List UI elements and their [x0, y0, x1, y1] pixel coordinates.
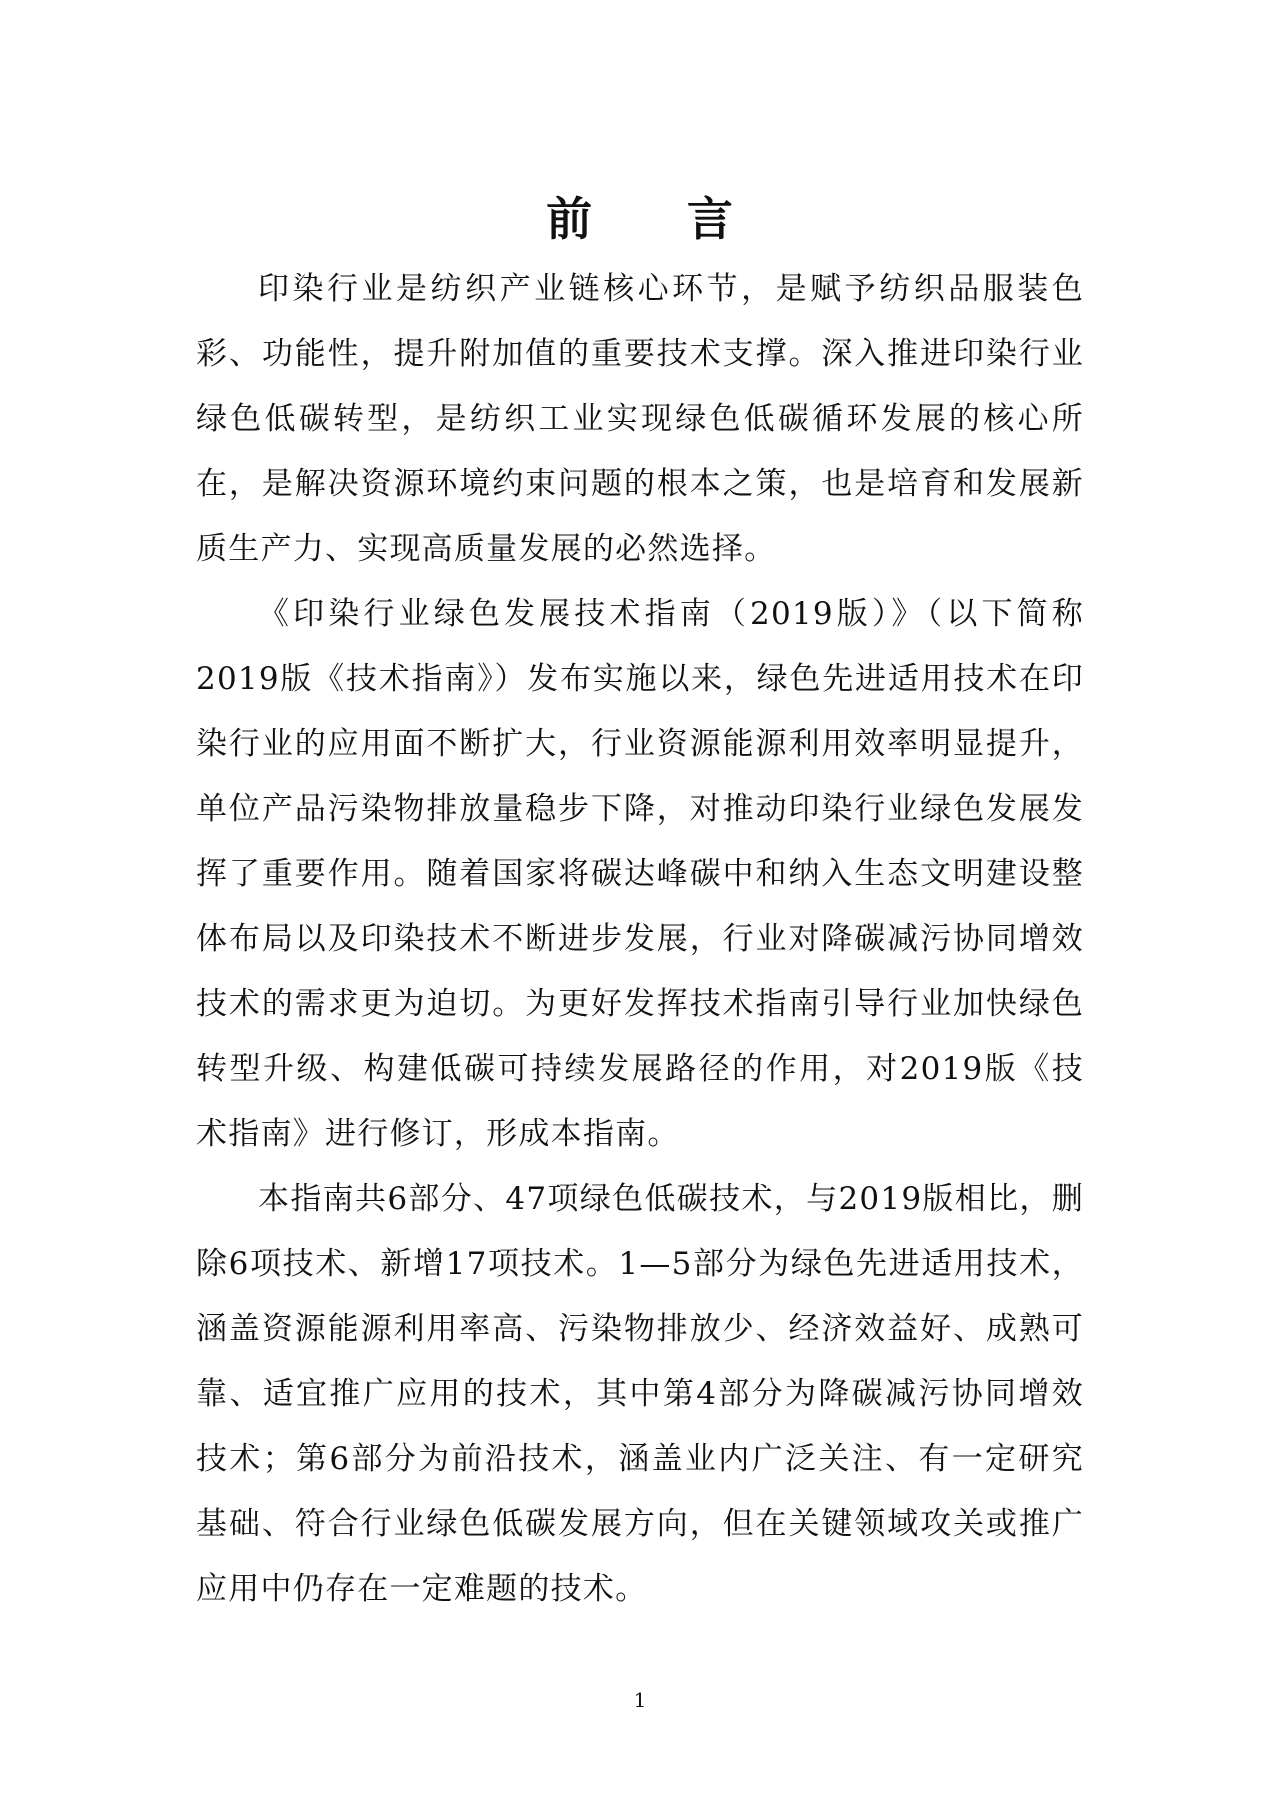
page-number: 1 [633, 1688, 647, 1712]
body-text [196, 257, 1084, 1622]
paragraph-intro: 印染行业是纺织产业链核心环节，是赋予纺织品服装色彩、功能性，提升附加值的重要技术支撑。深入推进印染行业绿色低碳转型，是纺织工业实现绿色低碳循环发展的核心所在，是解决资源环境约束问题的根本之策，也是培育和发展新质生产力、实现高质量发展的必然选择。 [196, 271, 1084, 567]
page-title: 前 言 [546, 191, 734, 246]
paragraph-background: 《印染行业绿色发展技术指南（2019版）》（以下简称2019版《技术指南》）发布实施以来，绿色先进适用技术在印染行业的应用面不断扩大，行业资源能源利用效率明显提升，单位产品污染物排放量稳步下降，对推动印染行业绿色发展发挥了重要作用。随着国家将碳达峰碳中和纳入生态文明建设整体布局以及印染技术不断进步发展，行业对降碳减污协同增效技术的需求更为迫切。为更好发挥技术指南引导行业加快绿色转型升级、构建低碳可持续发展路径的作用，对2019版《技术指南》进行修订，形成本指南。 [196, 596, 1084, 1152]
paragraph-structure: 本指南共6部分、47项绿色低碳技术，与2019版相比，删除6项技术、新增17项技术。1—5部分为绿色先进适用技术，涵盖资源能源利用率高、污染物排放少、经济效益好、成熟可靠、适宜推广应用的技术，其中第4部分为降碳减污协同增效技术；第6部分为前沿技术，涵盖业内广泛关注、有一定研究基础、符合行业绿色低碳发展方向，但在关键领域攻关或推广应用中仍存在一定难题的技术。 [196, 1181, 1084, 1607]
